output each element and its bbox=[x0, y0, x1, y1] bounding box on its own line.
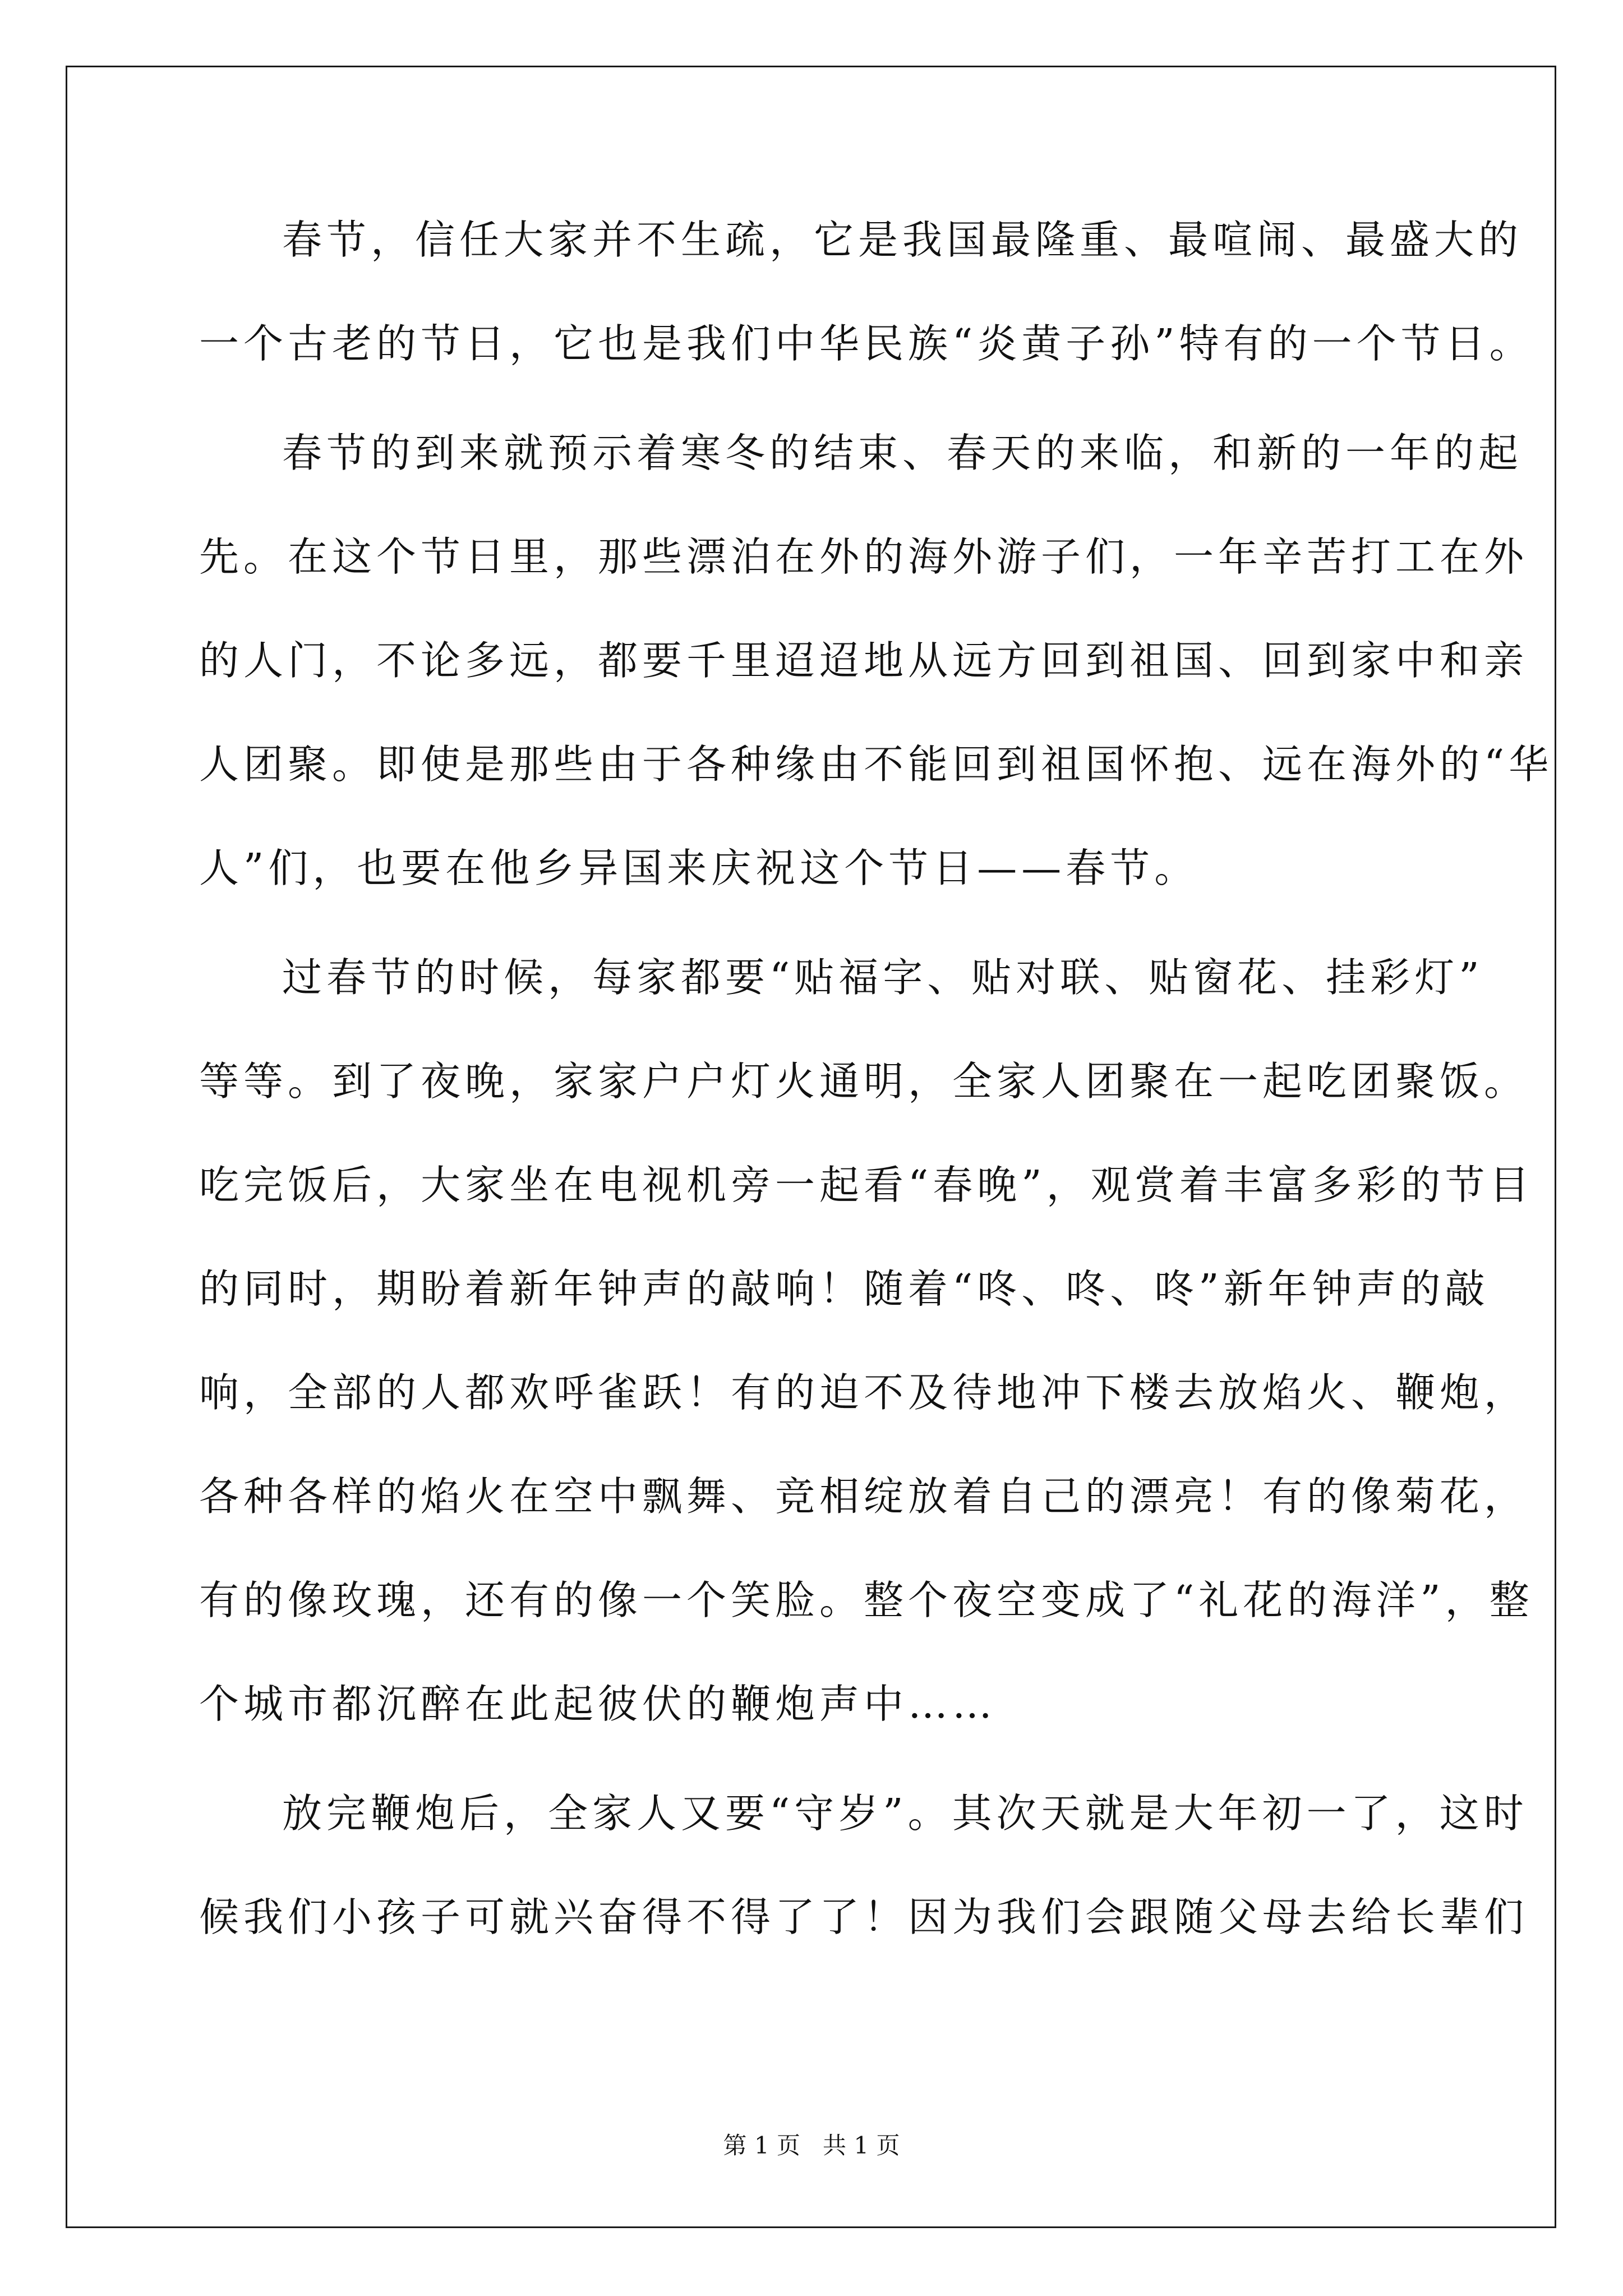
text-line: 春节的到来就预示着寒冬的结束、春天的来临，和新的一年的起 bbox=[282, 430, 1523, 476]
text-line: 个城市都沉醉在此起彼伏的鞭炮声中…… bbox=[199, 1681, 997, 1727]
text-line: 各种各样的焰火在空中飘舞、竞相绽放着自己的漂亮！有的像菊花， bbox=[199, 1473, 1529, 1520]
text-line: 有的像玫瑰，还有的像一个笑脸。整个夜空变成了“礼花的海洋”，整 bbox=[199, 1577, 1534, 1623]
text-line: 春节，信任大家并不生疏，它是我国最隆重、最喧闹、最盛大的 bbox=[282, 217, 1523, 263]
text-line: 过春节的时候，每家都要“贴福字、贴对联、贴窗花、挂彩灯” bbox=[282, 954, 1484, 1001]
text-line: 响，全部的人都欢呼雀跃！有的迫不及待地冲下楼去放焰火、鞭炮， bbox=[199, 1369, 1529, 1416]
text-line: 的人门，不论多远，都要千里迢迢地从远方回到祖国、回到家中和亲 bbox=[199, 637, 1529, 684]
text-line: 人团聚。即使是那些由于各种缘由不能回到祖国怀抱、远在海外的“华 bbox=[199, 741, 1553, 788]
text-line: 吃完饭后，大家坐在电视机旁一起看“春晚”，观赏着丰富多彩的节目 bbox=[199, 1162, 1534, 1208]
page-number-footer: 第 1 页 共 1 页 bbox=[723, 2132, 900, 2159]
text-line: 放完鞭炮后，全家人又要“守岁”。其次天就是大年初一了，这时 bbox=[282, 1790, 1528, 1837]
text-line: 等等。到了夜晚，家家户户灯火通明，全家人团聚在一起吃团聚饭。 bbox=[199, 1058, 1529, 1105]
text-line: 先。在这个节日里，那些漂泊在外的海外游子们，一年辛苦打工在外 bbox=[199, 533, 1529, 580]
text-line: 的同时，期盼着新年钟声的敲响！随着“咚、咚、咚”新年钟声的敲 bbox=[199, 1266, 1490, 1312]
text-line: 一个古老的节日，它也是我们中华民族“炎黄子孙”特有的一个节日。 bbox=[199, 320, 1534, 367]
text-line: 候我们小孩子可就兴奋得不得了了！因为我们会跟随父母去给长辈们 bbox=[199, 1894, 1529, 1940]
text-line: 人”们，也要在他乡异国来庆祝这个节日——春节。 bbox=[199, 845, 1199, 891]
